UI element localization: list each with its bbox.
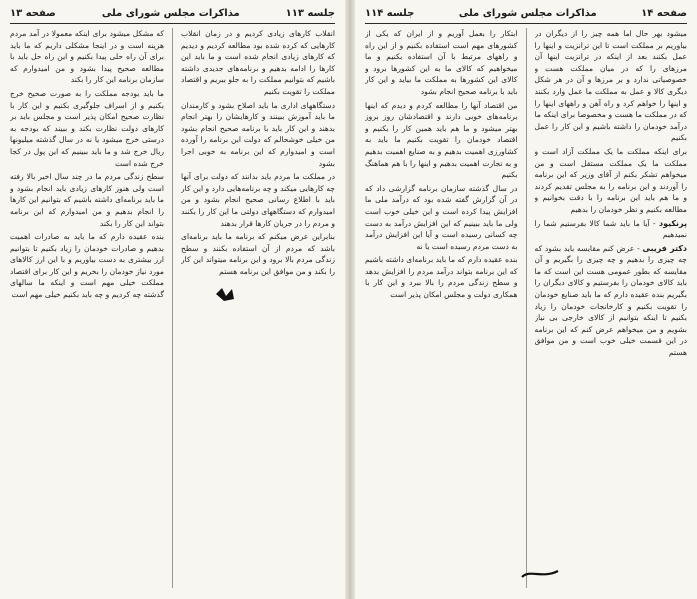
pen-stroke-icon: [520, 565, 560, 581]
right-page-column-1: [535, 28, 688, 588]
left-page-title: مذاکرات مجلس شورای ملی: [101, 8, 240, 19]
right-page-header: [365, 6, 687, 22]
paragraph-text: انقلاب کارهای زیادی کردیم و در زمان انقلاب کارهایی که کرده شده بود مطالعه کردیم و دیدیم که کارهای زیادی انجام شده است و ما باید این کارها را ادامه بدهیم و برنامه‌های جدیدی داشته باشیم که بتوانیم مملکت را به جلو ببریم و اقتصاد مملکت را تقویت بکنیم: [181, 29, 335, 96]
left-page-column-2: [10, 28, 164, 588]
paragraph: [181, 100, 335, 170]
paragraph: [10, 28, 164, 86]
paragraph-text: میشود بهر حال اما همه چیز را از دیگران در بیاوریم بر مملکت است تا این ترانزیت و اینها را عمل بکنند بعد از اینکه در ترانزیت اینها آن مرزهای را که در میان مملکت هست و خصوصیاتی ندارد و بر مرزها و آن در هر شکل دیگری کالا و عمل به مملکت ما عمل وارد بکنند و اینها را خواهم کرد و راه آهن و راههای اینها را که در مملکت ما هست و مخصوصا برای اینکه ما درآمد خودمان را داشته باشیم و این کار را عمل بکنیم: [534, 29, 687, 143]
paragraph-text: ابتکار را بعمل آوریم و از ایران که یکی از کشورهای مهم است استفاده بکنیم و از این راه و راههای مرتبط با آن استفاده بکنیم و ما میخواهیم که کالای ما به این کشورها برود و کالای این کشورها به مملکت ما بیاید و این کار باید با برنامه صحیح انجام بشود: [365, 29, 518, 96]
column-separator: [526, 28, 527, 588]
paragraph-text: سطح زندگی مردم ما در چند سال اخیر بالا رفته است ولی هنوز کارهای زیادی باید انجام بشود و ما باید برنامه‌ای داشته باشیم که بتوانیم این کارها را انجام بدهیم و من امیدوارم که این برنامه بتواند این کار را بکند: [10, 172, 164, 228]
book-gutter: [345, 0, 355, 599]
left-page-columns: [10, 28, 335, 588]
right-page: [355, 0, 697, 599]
paragraph-text: بنابراین عرض میکنم که برنامه ما باید برنامه‌ای باشد که مردم از آن استفاده بکنند و سطح زندگی مردم بالا برود و این برنامه میتواند این کار را بکند و من موافق این برنامه هستم: [181, 232, 335, 276]
paragraph: [10, 231, 164, 301]
right-page-column-2: [365, 28, 518, 588]
paragraph: [10, 171, 164, 229]
paragraph-text: برای اینکه مملکت ما یک مملکت آزاد است و مملکت ما یک مملکت مستقل است و من میخواهم تشکر بکنم از آقای وزیر که این برنامه را آوردند و این برنامه را به مجلس تقدیم کردند و ما هم باید این برنامه را با دقت بخوانیم و مطالعه بکنیم و نظر خودمان را بدهیم: [534, 146, 687, 214]
paragraph-text: بنده عقیده دارم که ما باید به صادرات اهمیت بدهیم و صادرات خودمان را زیاد بکنیم تا بتوانیم ارز بیشتری به دست بیاوریم و با این ارز کالاهای مورد نیاز خودمان را بخریم و این کار برای اقتصاد مملکت خیلی مهم است و اینکه ما سالهای گذشته چه کردیم و چه باید بکنیم خیلی مهم است: [10, 232, 164, 300]
ink-mark-icon: [214, 285, 236, 303]
paragraph-text: بنده عقیده دارم که ما باید برنامه‌ای داشته باشیم که این برنامه بتواند درآمد مردم را افزایش بدهد و سطح زندگی مردم را بالا ببرد و این کار با همکاری دولت و مجلس امکان پذیر است: [365, 255, 518, 300]
paragraph-text: در مملکت ما مردم باید بدانند که دولت برای آنها چه کارهایی میکند و چه برنامه‌هایی دارد و این کار باید با اطلاع رسانی صحیح انجام بشود و من امیدوارم که دستگاههای دولتی ما این کار را بکنند و مردم را در جریان کارها قرار بدهند: [181, 172, 335, 228]
header-rule: [365, 23, 687, 24]
paragraph-text: دستگاههای اداری ما باید اصلاح بشود و کارمندان ما باید آموزش ببینند و کارهایشان را بهتر انجام بدهند و این کار باید با برنامه صحیح انجام بشود من خیلی خوشحالم که دولت این برنامه را آورده است و امیدوارم که این برنامه به خوبی اجرا بشود: [181, 100, 335, 168]
left-page: [0, 0, 345, 599]
left-page-column-1: [181, 28, 335, 588]
left-page-header: [10, 6, 335, 22]
speaker-name: پرنکیود: [658, 218, 687, 228]
paragraph: دکتر فریبی - عرض کنم مقایسه باید بشود که چه چیزی را بدهیم و چه چیزی را بگیریم و آن مقایسه که بطور عمومی هست این است که ما باید کالای خودمان را بفرستیم و کالای دیگران را بگیریم بنده عقیده دارم که ما باید صنایع خودمان را تقویت بکنیم و کارخانجات خودمان را زیاد بکنیم تا اینکه بتوانیم از کالای خارجی بی نیاز بشویم و من میخواهم عرض کنم که این برنامه در این قسمت خیلی خوب است و من موافق هستم: [534, 243, 687, 358]
paragraph-text: عرض کنم مقایسه باید بشود که چه چیزی را بدهیم و چه چیزی را بگیریم و آن مقایسه که بطور عمومی هست این است که ما باید کالای خودمان را بفرستیم و کالای دیگران را بگیریم بنده عقیده دارم که ما باید صنایع خودمان را تقویت بکنیم و کارخانجات خودمان را زیاد بکنیم تا اینکه بتوانیم از کالای خارجی بی نیاز بشویم و من میخواهم عرض کنم که این برنامه در این قسمت خیلی خوب است و من موافق هستم: [534, 243, 687, 358]
left-page-number: صفحه ۱۳: [10, 8, 56, 19]
column-separator: [172, 28, 173, 588]
paragraph: [535, 146, 688, 216]
paragraph: [181, 28, 335, 98]
right-page-columns: [365, 28, 687, 588]
paragraph: [365, 254, 518, 300]
right-session-label: جلسه ۱۱۴: [365, 8, 415, 19]
paragraph-text: که مشکل میشود برای اینکه معمولا در آمد مردم هزینه است و در اینجا مشکلی داریم که ما باید برای آن راه حلی پیدا بکنیم و این راه حل باید با مطالعه صحیح پیدا بشود و من امیدوارم که سازمان برنامه این کار را بکند: [10, 29, 164, 85]
header-rule: [10, 23, 335, 24]
paragraph: [365, 100, 518, 181]
paragraph-text: ما باید بودجه مملکت را به صورت صحیح خرج بکنیم و از اسراف جلوگیری بکنیم و این کار با نظارت صحیح امکان پذیر است و مجلس باید بر کارهای دولت نظارت بکند و ببیند که بودجه به درستی خرج میشود یا نه در سال گذشته میلیونها ریال خرج شد و ما باید ببینیم که این پول در کجا خرج شده است: [10, 88, 164, 168]
paragraph-text: من اقتصاد آنها را مطالعه کردم و دیدم که اینها برنامه‌های خوبی دارند و اقتصادشان روز بروز بهتر میشود و ما هم باید همین کار را بکنیم و اقتصاد خودمان را تقویت بکنیم ما باید به کشاورزی اهمیت بدهیم و به صنایع اهمیت بدهیم و به تجارت اهمیت بدهیم و اینها را با هم هماهنگ بکنیم: [365, 100, 518, 180]
paragraph: [181, 231, 335, 277]
paragraph-text: در سال گذشته سازمان برنامه گزارشی داد که در آن گزارش گفته شده بود که درآمد ملی ما افزایش پیدا کرده است و این خیلی خوب است ولی ما باید ببینیم که این افزایش درآمد به دست چه کسانی رسیده است و آیا این افزایش درآمد به دست مردم رسیده است یا نه: [365, 183, 518, 251]
paragraph-text: آیا ما باید شما کالا بفرستیم شما را نمیدهیم: [534, 218, 687, 240]
paragraph: [181, 171, 335, 229]
paragraph: پرنکیود - آیا ما باید شما کالا بفرستیم شما را نمیدهیم: [534, 218, 687, 240]
right-page-number: صفحه ۱۴: [641, 8, 687, 19]
speaker-name: دکتر فریبی: [642, 243, 687, 253]
paragraph: [365, 183, 518, 253]
right-page-title: مذاکرات مجلس شورای ملی: [458, 8, 597, 19]
left-session-label: جلسه ۱۱۳: [285, 8, 335, 19]
paragraph: [535, 28, 688, 144]
paragraph: [365, 28, 518, 98]
paragraph: [10, 88, 164, 169]
